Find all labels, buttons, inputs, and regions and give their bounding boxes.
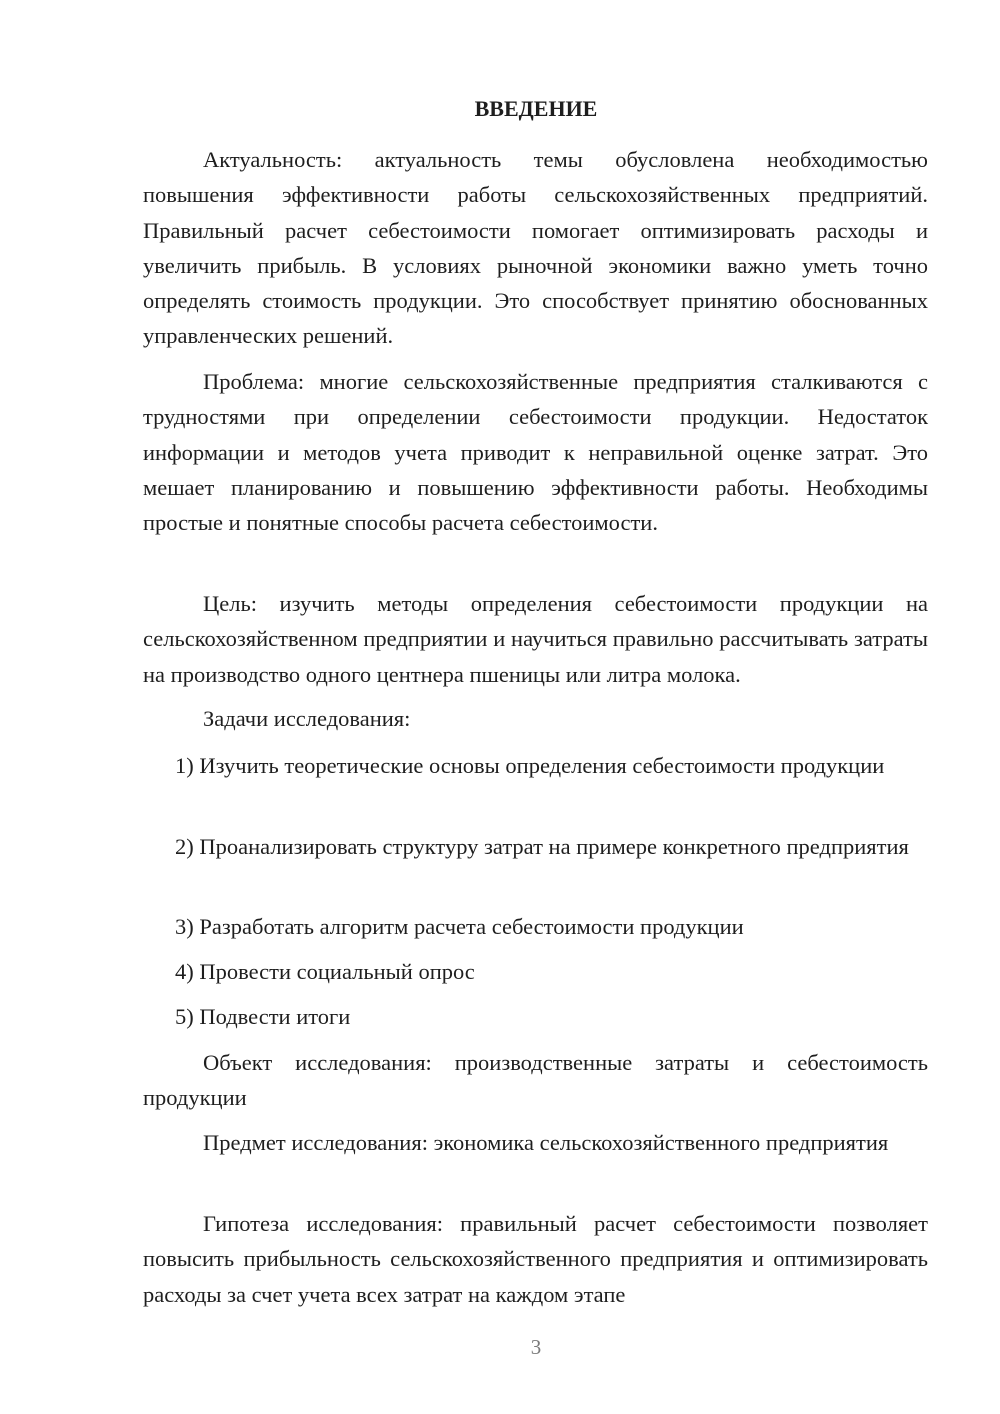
paragraph-goal: Цель: изучить методы определения себестоимости продукции на сельскохозяйственном предприятии и научиться правильно рассчитывать затраты на производство одного центнера пшеницы или литра молока. (143, 591, 928, 687)
paragraph-subject: Предмет исследования: экономика сельскохозяйственного предприятия (203, 1130, 889, 1155)
paragraph-problem-block (143, 364, 928, 540)
paragraph-relevance-block (143, 142, 928, 354)
task-item-4: 4) Провести социальный опрос (175, 959, 475, 984)
paragraph-object-block (143, 1045, 928, 1116)
section-heading: ВВЕДЕНИЕ (474, 96, 598, 121)
page-number: 3 (530, 1335, 542, 1359)
tasks-label-block (143, 701, 928, 736)
task-item-3: 3) Разработать алгоритм расчета себестоимости продукции (175, 914, 744, 939)
paragraph-problem: Проблема: многие сельскохозяйственные предприятия сталкиваются с трудностями при определении себестоимости продукции. Недостаток информации и методов учета приводит к неправильной оценке затрат. Это мешает планированию и повышению эффективности работы. Необходимы простые и понятные способы расчета себестоимости. (143, 369, 928, 536)
task-item-1: 1) Изучить теоретические основы определения себестоимости продукции (175, 753, 885, 778)
paragraph-subject-block (143, 1125, 928, 1160)
task-item-3-block (143, 909, 928, 944)
tasks-label: Задачи исследования: (203, 706, 411, 731)
paragraph-hypothesis-block (143, 1206, 928, 1312)
paragraph-goal-block (143, 586, 928, 692)
task-item-5-block (143, 999, 928, 1034)
paragraph-hypothesis: Гипотеза исследования: правильный расчет себестоимости позволяет повысить прибыльность сельскохозяйственного предприятия и оптимизировать расходы за счет учета всех затрат на каждом этапе (143, 1211, 928, 1307)
task-item-2: 2) Проанализировать структуру затрат на примере конкретного предприятия (175, 834, 909, 859)
task-item-1-block (143, 748, 928, 783)
paragraph-relevance: Актуальность: актуальность темы обусловлена необходимостью повышения эффективности работы сельскохозяйственных предприятий. Правильный расчет себестоимости помогает оптимизировать расходы и увеличить прибыль. В условиях рыночной экономики важно уметь точно определять стоимость продукции. Это способствует принятию обоснованных управленческих решений. (143, 147, 928, 349)
task-item-4-block (143, 954, 928, 989)
task-item-5: 5) Подвести итоги (175, 1004, 351, 1029)
paragraph-object: Объект исследования: производственные затраты и себестоимость продукции (143, 1050, 928, 1111)
task-item-2-block (143, 829, 928, 864)
